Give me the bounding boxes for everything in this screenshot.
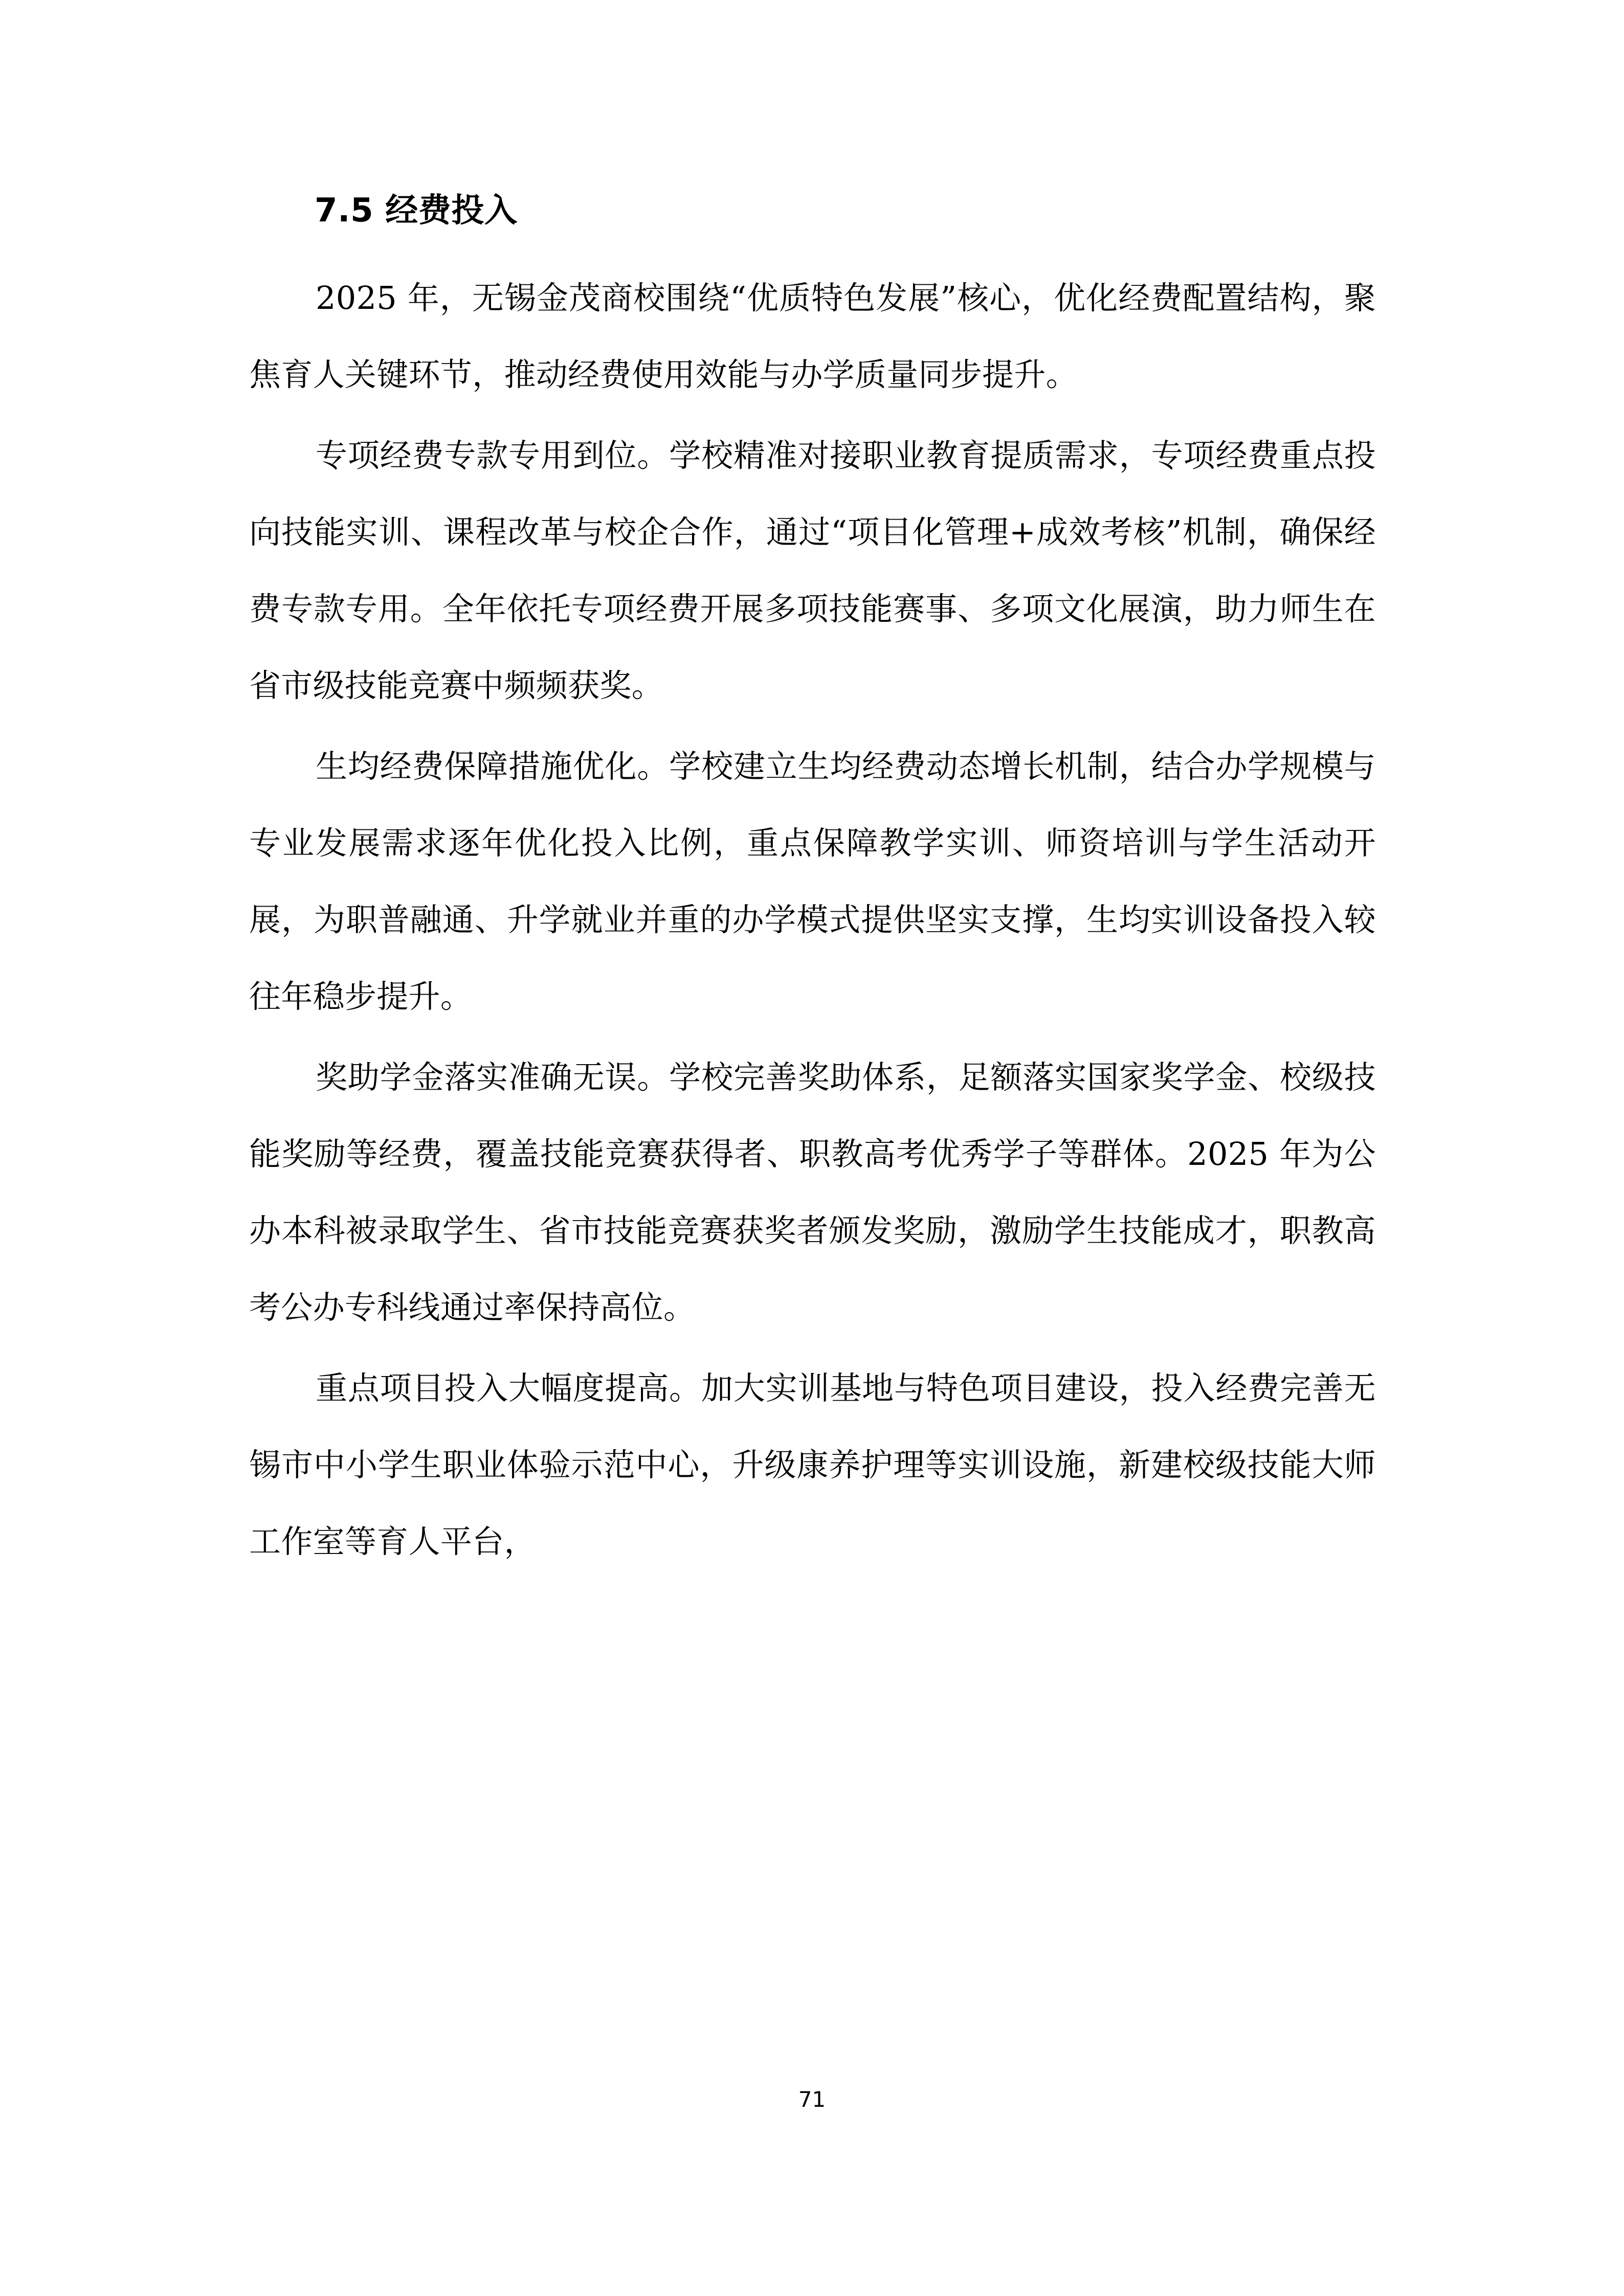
body-paragraph-2: 专项经费专款专用到位。学校精准对接职业教育提质需求，专项经费重点投向技能实训、课程改革与校企合作，通过“项目化管理+成效考核”机制，确保经费专款专用。全年依托专项经费开展多项技能赛事、多项文化展演，助力师生在省市级技能竞赛中频频获奖。 (249, 437, 1376, 704)
body-paragraph-4: 奖助学金落实准确无误。学校完善奖助体系，足额落实国家奖学金、校级技能奖励等经费，覆盖技能竞赛获得者、职教高考优秀学子等群体。2025 年为公办本科被录取学生、省市技能竞赛获奖者颁发奖励，激励学生技能成才，职教高考公办专科线通过率保持高位。 (249, 1059, 1376, 1326)
body-paragraph-3: 生均经费保障措施优化。学校建立生均经费动态增长机制，结合办学规模与专业发展需求逐年优化投入比例，重点保障教学实训、师资培训与学生活动开展，为职普融通、升学就业并重的办学模式提供坚实支撑，生均实训设备投入较往年稳步提升。 (249, 748, 1376, 1015)
body-paragraph-5: 重点项目投入大幅度提高。加大实训基地与特色项目建设，投入经费完善无锡市中小学生职业体验示范中心，升级康养护理等实训设施，新建校级技能大师工作室等育人平台， (249, 1369, 1376, 1560)
body-paragraph-1: 2025 年，无锡金茂商校围绕“优质特色发展”核心，优化经费配置结构，聚焦育人关键环节，推动经费使用效能与办学质量同步提升。 (249, 279, 1376, 393)
page-content (249, 194, 1376, 1580)
page-number: 71 (798, 2087, 826, 2112)
section-heading: 7.5 经费投入 (315, 192, 518, 230)
